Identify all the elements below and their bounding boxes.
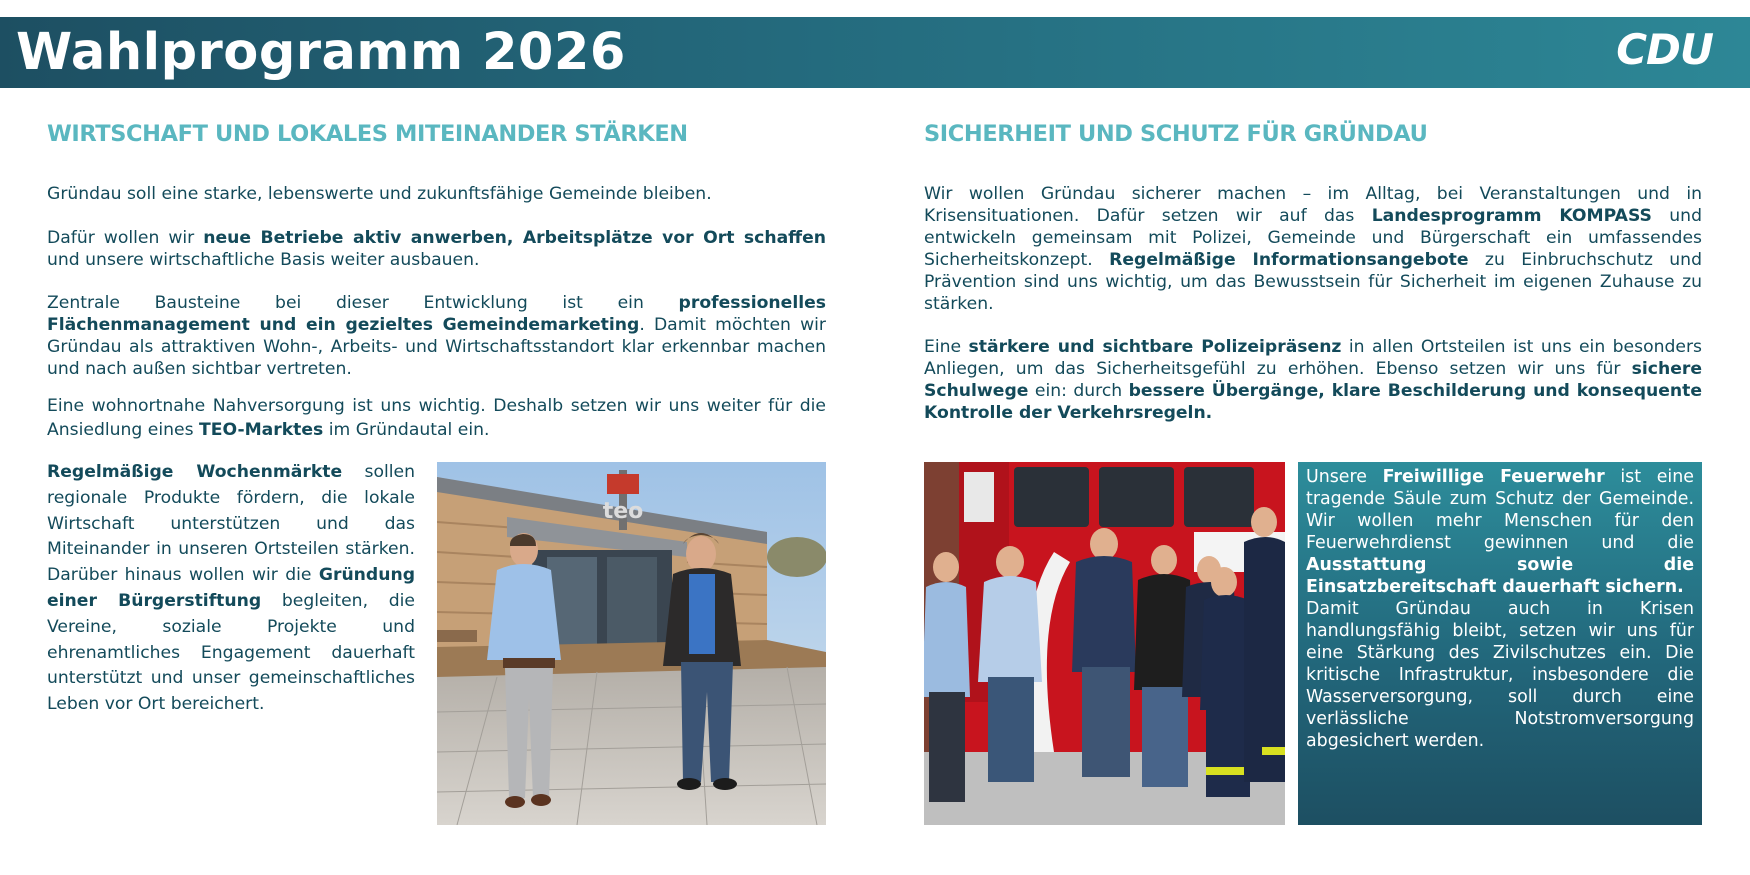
teo-sign-text: teo <box>602 499 644 524</box>
section-heading-sicherheit: SICHERHEIT UND SCHUTZ FÜR GRÜNDAU <box>924 121 1428 147</box>
paragraph-nahversorgung: Eine wohnortnahe Nahversorgung ist uns wichtig. Deshalb setzen wir uns weiter für die Ansiedlung eines TEO-Marktes im Gründautal ein. <box>47 396 826 440</box>
header-banner <box>0 17 1750 88</box>
paragraph-polizeipraesenz: Eine stärkere und sichtbare Polizeipräsenz in allen Ortsteilen ist uns ein besonders Anliegen, um das Sicherheitsgefühl zu erhöhen. Ebenso setzen wir uns für sichere Schulwege ein: durch bessere Übergänge, klare Beschilderung und konsequente Kontrolle der Verkehrsregeln. <box>924 337 1702 423</box>
paragraph-feuerwehr: Unsere Freiwillige Feuerwehr ist eine tragende Säule zum Schutz der Gemeinde. Wir wollen mehr Menschen für den Feuerwehrdienst gewinnen und die Ausstattung sowie die Einsatzbereitschaft dauerhaft sichern. <box>1306 467 1694 597</box>
paragraph-betriebe: Dafür wollen wir neue Betriebe aktiv anwerben, Arbeitsplätze vor Ort schaffen und unsere wirtschaftliche Basis weiter ausbauen. <box>47 228 826 270</box>
teo-market-photo <box>437 462 826 825</box>
paragraph-flaechenmanagement: Zentrale Bausteine bei dieser Entwicklung ist ein professionelles Flächenmanagement und ein gezieltes Gemeindemarketing. Damit möchten wir Gründau als attraktiven Wohn-, Arbeits- und Wirtschaftsstandort klar erkennbar machen und nach außen sichtbar vertreten. <box>47 293 826 379</box>
fire-brigade-photo <box>924 462 1285 825</box>
paragraph-zivilschutz: Damit Gründau auch in Krisen handlungsfähig bleibt, setzen wir uns für eine Stärkung des Zivilschutzes ein. Die kritische Infrastruktur, insbesondere die Wasserversorgung, soll durch eine verlässliche Notstromversorgung abgesichert werden. <box>1306 599 1694 751</box>
section-heading-wirtschaft: WIRTSCHAFT UND LOKALES MITEINANDER STÄRKEN <box>47 121 688 147</box>
paragraph-intro: Gründau soll eine starke, lebenswerte und zukunftsfähige Gemeinde bleiben. <box>47 184 712 204</box>
fire-brigade-info-box <box>1298 462 1702 825</box>
cdu-logo: CDU <box>1616 25 1713 74</box>
paragraph-kompass: Wir wollen Gründau sicherer machen – im Alltag, bei Veranstaltungen und in Krisensituationen. Dafür setzen wir auf das Landesprogramm KOMPASS und entwickeln gemeinsam mit Polizei, Gemeinde und Bürgerschaft ein umfassendes Sicherheitskonzept. Regelmäßige Informationsangebote zu Einbruchschutz und Prävention sind uns wichtig, um das Bewusstsein für Sicherheit im eigenen Zuhause zu stärken. <box>924 184 1702 314</box>
page-title: Wahlprogramm 2026 <box>16 23 626 82</box>
paragraph-wochenmaerkte: Regelmäßige Wochenmärkte sollen regionale Produkte fördern, die lokale Wirtschaft unterstützen und das Miteinander in unseren Ortsteilen stärken. Darüber hinaus wollen wir die Gründung einer Bürgerstiftung begleiten, die Vereine, soziale Projekte und ehrenamtliches Engagement dauerhaft unterstützt und unser gemeinschaftliches Leben vor Ort bereichert. <box>47 462 415 715</box>
